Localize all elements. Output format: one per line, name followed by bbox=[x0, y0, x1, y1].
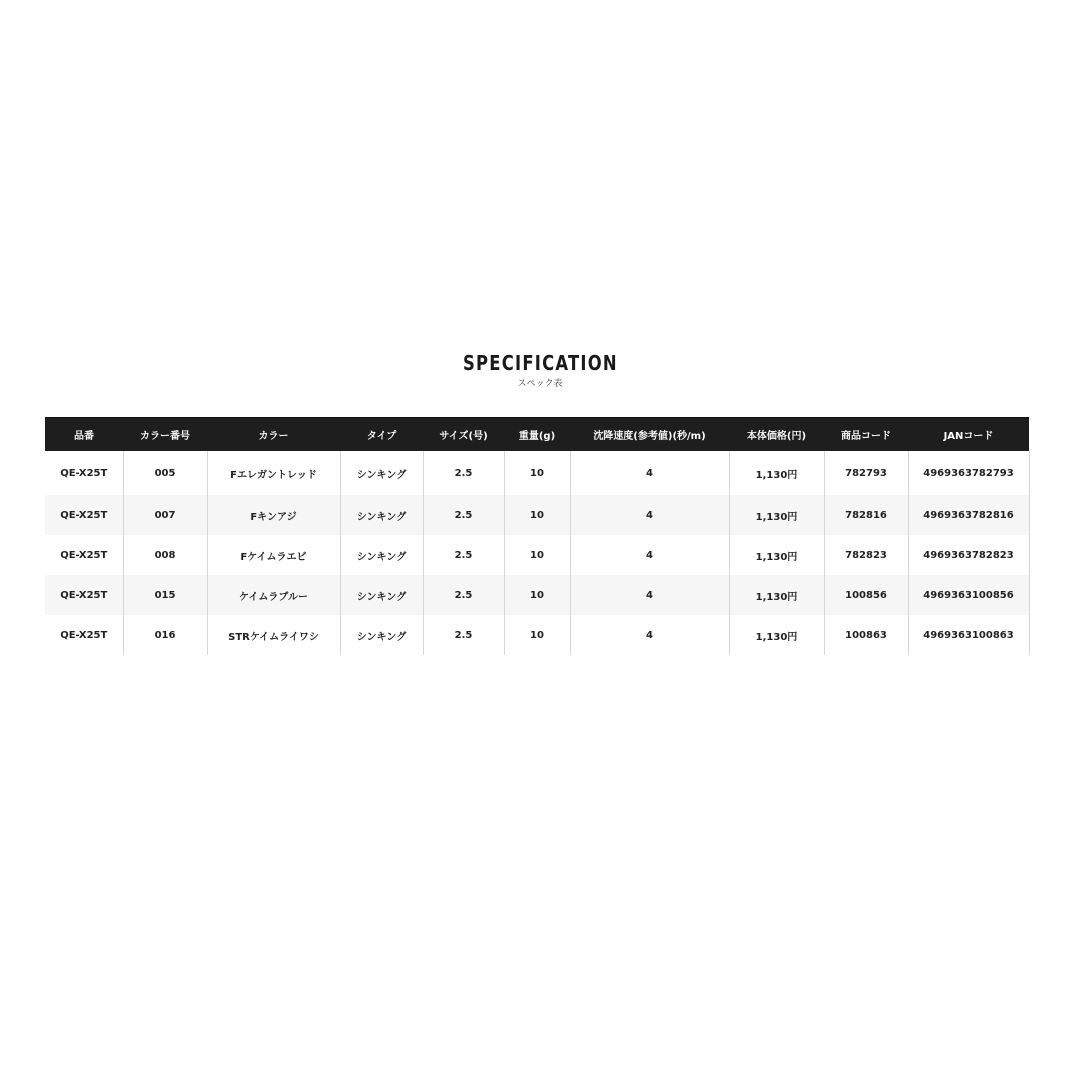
cell-product-number: QE-X25T bbox=[45, 535, 123, 575]
cell-product-code: 100863 bbox=[824, 615, 908, 655]
cell-type: シンキング bbox=[340, 615, 423, 655]
spec-heading bbox=[0, 348, 1080, 390]
cell-sink-rate: 4 bbox=[570, 575, 729, 615]
cell-weight: 10 bbox=[504, 575, 570, 615]
cell-color-number: 007 bbox=[123, 495, 207, 535]
spec-table bbox=[45, 417, 1030, 655]
table-row bbox=[45, 495, 1029, 535]
cell-product-number: QE-X25T bbox=[45, 615, 123, 655]
cell-product-code: 782816 bbox=[824, 495, 908, 535]
cell-product-number: QE-X25T bbox=[45, 495, 123, 535]
cell-price: 1,130円 bbox=[729, 575, 824, 615]
cell-type: シンキング bbox=[340, 495, 423, 535]
cell-size: 2.5 bbox=[423, 615, 504, 655]
cell-color: Fエレガントレッド bbox=[207, 451, 340, 495]
cell-price: 1,130円 bbox=[729, 451, 824, 495]
cell-jan-code: 4969363782816 bbox=[908, 495, 1029, 535]
cell-color: Fケイムラエビ bbox=[207, 535, 340, 575]
cell-color: Fキンアジ bbox=[207, 495, 340, 535]
cell-color-number: 016 bbox=[123, 615, 207, 655]
page-subtitle: スペック表 bbox=[517, 379, 563, 389]
table-row bbox=[45, 451, 1029, 495]
cell-sink-rate: 4 bbox=[570, 495, 729, 535]
cell-size: 2.5 bbox=[423, 451, 504, 495]
cell-price: 1,130円 bbox=[729, 535, 824, 575]
cell-jan-code: 4969363782793 bbox=[908, 451, 1029, 495]
cell-color-number: 008 bbox=[123, 535, 207, 575]
column-header-sink-rate: 沈降速度(参考値)(秒/m) bbox=[570, 418, 729, 452]
cell-weight: 10 bbox=[504, 495, 570, 535]
cell-product-number: QE-X25T bbox=[45, 575, 123, 615]
cell-size: 2.5 bbox=[423, 575, 504, 615]
cell-size: 2.5 bbox=[423, 495, 504, 535]
cell-product-code: 782793 bbox=[824, 451, 908, 495]
table-row bbox=[45, 575, 1029, 615]
cell-type: シンキング bbox=[340, 451, 423, 495]
page-title: SPECIFICATION bbox=[462, 351, 618, 375]
column-header-product-code: 商品コード bbox=[824, 418, 908, 452]
cell-jan-code: 4969363100856 bbox=[908, 575, 1029, 615]
table-row bbox=[45, 535, 1029, 575]
cell-price: 1,130円 bbox=[729, 615, 824, 655]
cell-product-code: 100856 bbox=[824, 575, 908, 615]
cell-size: 2.5 bbox=[423, 535, 504, 575]
column-header-color: カラー bbox=[207, 418, 340, 452]
column-header-price: 本体価格(円) bbox=[729, 418, 824, 452]
column-header-color-number: カラー番号 bbox=[123, 418, 207, 452]
cell-type: シンキング bbox=[340, 575, 423, 615]
column-header-jan-code: JANコード bbox=[908, 418, 1029, 452]
cell-product-number: QE-X25T bbox=[45, 451, 123, 495]
cell-price: 1,130円 bbox=[729, 495, 824, 535]
cell-weight: 10 bbox=[504, 451, 570, 495]
cell-type: シンキング bbox=[340, 535, 423, 575]
cell-jan-code: 4969363100863 bbox=[908, 615, 1029, 655]
table-row bbox=[45, 615, 1029, 655]
cell-color: STRケイムライワシ bbox=[207, 615, 340, 655]
cell-sink-rate: 4 bbox=[570, 615, 729, 655]
column-header-weight: 重量(g) bbox=[504, 418, 570, 452]
column-header-type: タイプ bbox=[340, 418, 423, 452]
cell-weight: 10 bbox=[504, 615, 570, 655]
cell-product-code: 782823 bbox=[824, 535, 908, 575]
cell-color: ケイムラブルー bbox=[207, 575, 340, 615]
column-header-size: サイズ(号) bbox=[423, 418, 504, 452]
cell-color-number: 005 bbox=[123, 451, 207, 495]
cell-color-number: 015 bbox=[123, 575, 207, 615]
cell-sink-rate: 4 bbox=[570, 451, 729, 495]
cell-weight: 10 bbox=[504, 535, 570, 575]
column-header-product-number: 品番 bbox=[45, 418, 123, 452]
table-header-row bbox=[45, 418, 1029, 452]
cell-jan-code: 4969363782823 bbox=[908, 535, 1029, 575]
cell-sink-rate: 4 bbox=[570, 535, 729, 575]
